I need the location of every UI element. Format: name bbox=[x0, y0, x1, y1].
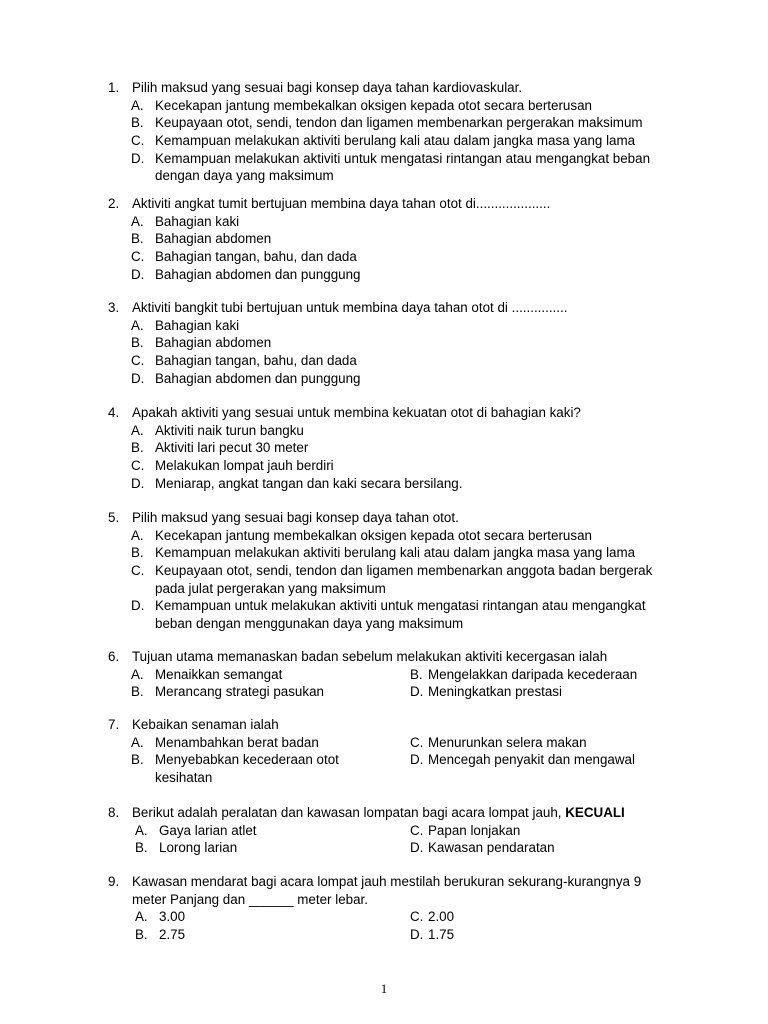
option-a bbox=[0, 97, 768, 115]
option-label: D. bbox=[131, 475, 145, 491]
option-b bbox=[0, 544, 768, 562]
option-label: D. bbox=[131, 370, 145, 386]
option-b bbox=[0, 439, 768, 457]
question-stem: Apakah aktiviti yang sesuai untuk membina kekuatan otot di bahagian kaki? bbox=[132, 405, 581, 420]
option-label: C. bbox=[131, 249, 145, 265]
option-label: A. bbox=[131, 422, 144, 438]
option-label: D. bbox=[131, 598, 145, 614]
option-label: B. bbox=[131, 335, 144, 351]
option-text: Menaikkan semangat bbox=[155, 666, 283, 682]
option-label: A. bbox=[131, 97, 144, 113]
question-1 bbox=[0, 79, 768, 185]
option-d bbox=[0, 475, 768, 493]
option-label: C. bbox=[410, 734, 424, 750]
question-number: 4. bbox=[108, 405, 120, 420]
question-stem: Tujuan utama memanaskan badan sebelum melakukan aktiviti kecergasan ialah bbox=[132, 649, 608, 664]
option-text-continued: beban dengan menggunakan daya yang maksimum bbox=[155, 616, 464, 632]
question-5 bbox=[0, 509, 768, 633]
option-c bbox=[0, 562, 768, 580]
option-d bbox=[0, 597, 768, 615]
option-text: 2.00 bbox=[428, 909, 455, 925]
option-label: A. bbox=[131, 734, 144, 750]
question-stem: Pilih maksud yang sesuai bagi konsep daya tahan kardiovaskular. bbox=[132, 80, 523, 95]
question-stem: Aktiviti angkat tumit bertujuan membina daya tahan otot di.................... bbox=[132, 196, 551, 211]
question-number: 2. bbox=[108, 196, 120, 211]
option-c bbox=[0, 248, 768, 266]
option-text: Bahagian tangan, bahu, dan dada bbox=[155, 249, 357, 265]
option-b bbox=[0, 230, 768, 248]
option-label: B. bbox=[131, 231, 144, 247]
question-4 bbox=[0, 404, 768, 492]
option-label: D. bbox=[131, 266, 145, 282]
option-label: B. bbox=[135, 840, 148, 856]
question-8 bbox=[0, 804, 768, 857]
option-text: Menyebabkan kecederaan otot bbox=[155, 752, 339, 768]
option-text: Kecekapan jantung membekalkan oksigen kepada otot secara berterusan bbox=[155, 97, 592, 113]
option-text: Lorong larian bbox=[159, 840, 238, 856]
option-d bbox=[0, 370, 768, 388]
option-label: C. bbox=[131, 353, 145, 369]
page-number: 1 bbox=[380, 981, 388, 996]
option-text: 1.75 bbox=[428, 927, 455, 943]
question-number: 8. bbox=[108, 805, 120, 820]
option-text: Menambahkan berat badan bbox=[155, 734, 319, 750]
option-label: B. bbox=[135, 927, 148, 943]
option-d bbox=[0, 266, 768, 284]
option-label: A. bbox=[131, 666, 144, 682]
option-text: Meniarap, angkat tangan dan kaki secara bersilang. bbox=[155, 475, 463, 491]
option-text: Bahagian kaki bbox=[155, 213, 240, 229]
question-stem: Berikut adalah peralatan dan kawasan lompatan bagi acara lompat jauh, KECUALI bbox=[132, 805, 625, 820]
option-text: Menurunkan selera makan bbox=[428, 734, 587, 750]
option-text: Meningkatkan prestasi bbox=[428, 684, 562, 700]
option-b bbox=[0, 114, 768, 132]
option-label: C. bbox=[410, 822, 424, 838]
option-label: B. bbox=[131, 684, 144, 700]
option-label: B. bbox=[131, 440, 144, 456]
option-label: A. bbox=[131, 213, 144, 229]
option-text: Mencegah penyakit dan mengawal bbox=[428, 752, 635, 768]
option-a bbox=[0, 422, 768, 440]
option-c bbox=[0, 352, 768, 370]
option-text: Keupayaan otot, sendi, tendon dan ligamen membenarkan anggota badan bergerak bbox=[155, 563, 653, 579]
option-label: D. bbox=[410, 752, 424, 768]
question-6 bbox=[0, 648, 768, 701]
option-label: C. bbox=[131, 563, 145, 579]
option-text: Melakukan lompat jauh berdiri bbox=[155, 458, 334, 474]
option-text: Kemampuan melakukan aktiviti berulang kali atau dalam jangka masa yang lama bbox=[155, 545, 636, 561]
question-number: 9. bbox=[108, 874, 120, 889]
question-9 bbox=[0, 873, 768, 944]
option-text: Kemampuan melakukan aktiviti untuk mengatasi rintangan atau mengangkat beban bbox=[155, 150, 651, 166]
option-text-continued: pada julat pergerakan yang maksimum bbox=[155, 580, 386, 596]
option-text: Bahagian abdomen dan punggung bbox=[155, 266, 361, 282]
option-text: Mengelakkan daripada kecederaan bbox=[428, 666, 638, 682]
question-number: 7. bbox=[108, 717, 120, 732]
question-number: 5. bbox=[108, 510, 120, 525]
question-number: 6. bbox=[108, 649, 120, 664]
option-d bbox=[0, 150, 768, 168]
option-label: A. bbox=[135, 909, 148, 925]
option-c bbox=[0, 132, 768, 150]
option-label: C. bbox=[131, 458, 145, 474]
option-label: B. bbox=[131, 752, 144, 768]
option-label: D. bbox=[410, 927, 424, 943]
option-label: A. bbox=[131, 527, 144, 543]
question-stem-continued: meter Panjang dan ______ meter lebar. bbox=[132, 891, 368, 907]
option-label: D. bbox=[410, 840, 424, 856]
option-label: C. bbox=[410, 909, 424, 925]
option-label: B. bbox=[410, 666, 423, 682]
question-number: 3. bbox=[108, 300, 120, 315]
question-stem: Aktiviti bangkit tubi bertujuan untuk membina daya tahan otot di ............... bbox=[132, 300, 568, 315]
option-text: Papan lonjakan bbox=[428, 822, 521, 838]
option-text: Bahagian abdomen dan punggung bbox=[155, 370, 361, 386]
option-text: Bahagian kaki bbox=[155, 317, 240, 333]
option-a bbox=[0, 317, 768, 335]
option-text: Bahagian abdomen bbox=[155, 335, 272, 351]
kecuali-emphasis: KECUALI bbox=[565, 805, 625, 820]
question-2 bbox=[0, 195, 768, 283]
option-text-continued: kesihatan bbox=[155, 770, 213, 786]
question-number: 1. bbox=[108, 80, 120, 95]
option-b bbox=[0, 334, 768, 352]
option-text: Aktiviti lari pecut 30 meter bbox=[155, 440, 309, 456]
option-label: D. bbox=[410, 684, 424, 700]
option-text: Kecekapan jantung membekalkan oksigen kepada otot secara berterusan bbox=[155, 527, 592, 543]
option-text: 2.75 bbox=[159, 927, 186, 943]
option-label: C. bbox=[131, 133, 145, 149]
option-label: A. bbox=[131, 317, 144, 333]
question-stem: Pilih maksud yang sesuai bagi konsep daya tahan otot. bbox=[132, 510, 459, 525]
option-text: Bahagian abdomen bbox=[155, 231, 272, 247]
option-text: Bahagian tangan, bahu, dan dada bbox=[155, 353, 357, 369]
option-label: B. bbox=[131, 545, 144, 561]
option-text-continued: dengan daya yang maksimum bbox=[155, 168, 334, 184]
question-7 bbox=[0, 716, 768, 787]
option-label: A. bbox=[135, 822, 148, 838]
question-stem: Kawasan mendarat bagi acara lompat jauh mestilah berukuran sekurang-kurangnya 9 bbox=[132, 874, 642, 889]
option-text: Kawasan pendaratan bbox=[428, 840, 555, 856]
option-c bbox=[0, 457, 768, 475]
question-3 bbox=[0, 299, 768, 387]
option-text: Aktiviti naik turun bangku bbox=[155, 422, 304, 438]
option-label: D. bbox=[131, 150, 145, 166]
question-stem: Kebaikan senaman ialah bbox=[132, 717, 279, 732]
option-text: Kemampuan melakukan aktiviti berulang kali atau dalam jangka masa yang lama bbox=[155, 133, 636, 149]
option-text: Merancang strategi pasukan bbox=[155, 684, 324, 700]
option-text: 3.00 bbox=[159, 909, 186, 925]
option-text: Kemampuan untuk melakukan aktiviti untuk mengatasi rintangan atau mengangkat bbox=[155, 598, 646, 614]
option-label: B. bbox=[131, 115, 144, 131]
option-a bbox=[0, 527, 768, 545]
option-text: Keupayaan otot, sendi, tendon dan ligamen membenarkan pergerakan maksimum bbox=[155, 115, 643, 131]
option-a bbox=[0, 213, 768, 231]
option-text: Gaya larian atlet bbox=[159, 822, 257, 838]
